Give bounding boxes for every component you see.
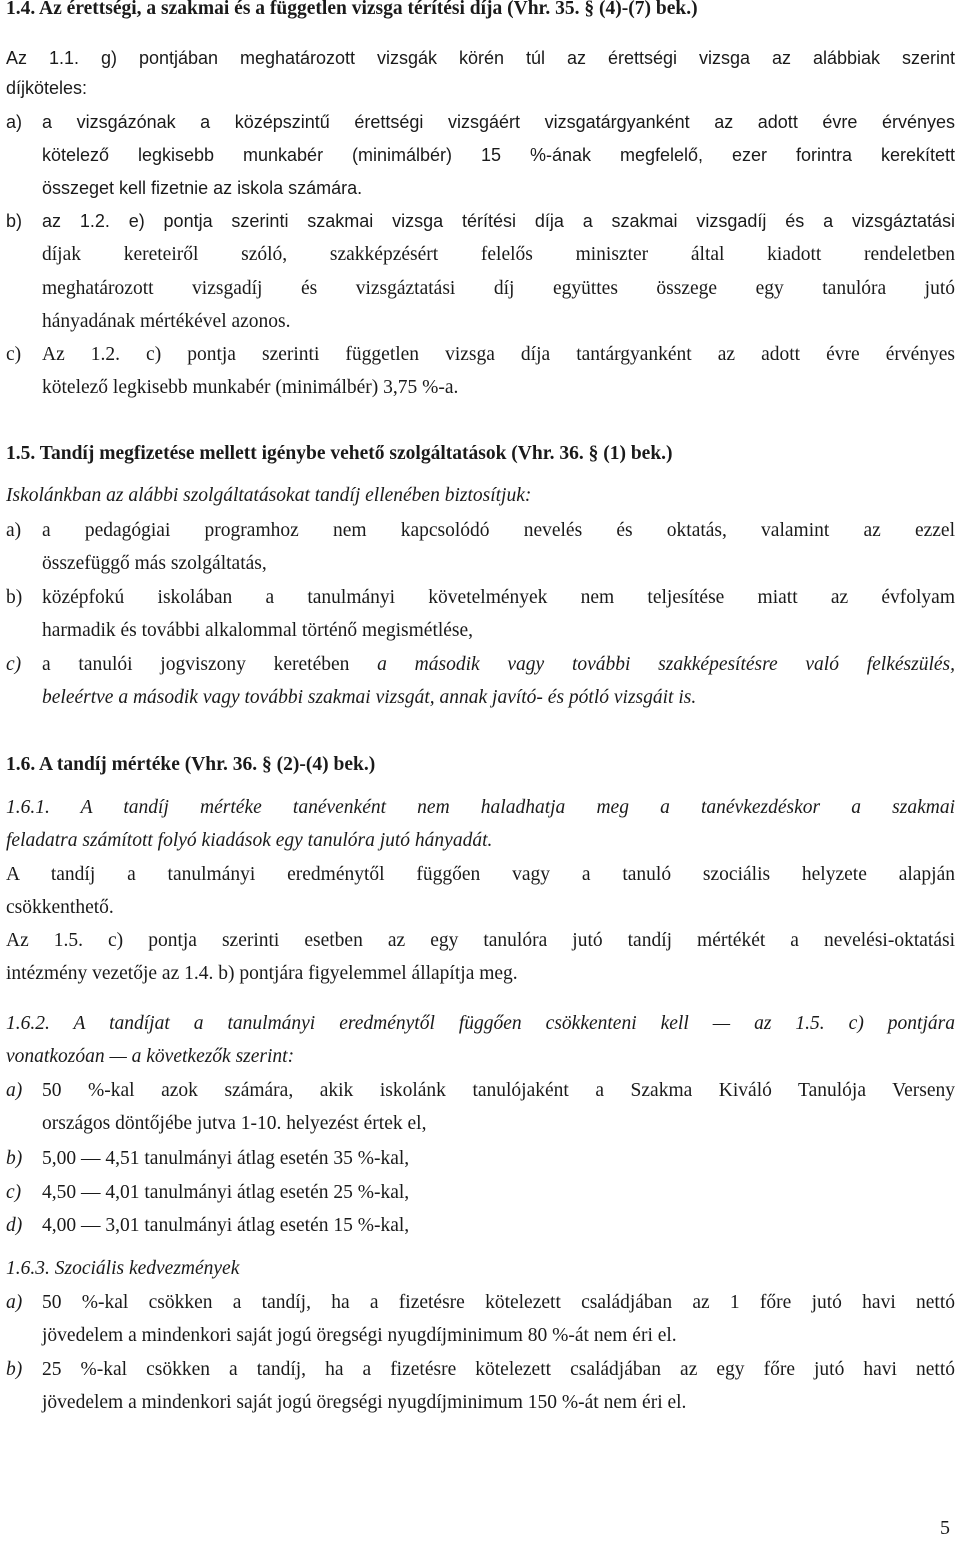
list-label: b) [6,1148,23,1169]
paragraph-line: feladatra számított folyó kiadások egy tanulóra jutó hányadát. [6,830,493,851]
list-label: a) [6,1292,23,1313]
list-item-text: 5,00 — 4,51 tanulmányi átlag esetén 35 %-kal, [42,1148,410,1169]
list-label: b) [6,587,23,608]
list-item-text: az 1.2. e) pontja szerinti szakmai vizsga térítési díja a szakmai vizsgadíj és a vizsgáztatási [42,211,955,231]
list-label: c) [6,344,22,365]
list-label: a) [6,520,22,541]
list-label: b) [6,1359,23,1380]
paragraph-line: 1.6.1. A tandíj mértéke tanévenként nem haladhatja meg a tanévkezdéskor a szakmai [6,797,955,818]
list-item-text: 50 %-kal azok számára, akik iskolánk tanulójaként a Szakma Kiváló Tanulója Verseny [42,1080,955,1101]
section-1-6-heading: 1.6. A tandíj mértéke (Vhr. 36. § (2)-(4) bek.) [6,754,376,775]
list-item-text: a pedagógiai programhoz nem kapcsolódó nevelés és oktatás, valamint az ezzel [42,520,955,541]
list-item-text: meghatározott vizsgadíj és vizsgáztatási díj együttes összege egy tanulóra jutó [42,278,955,299]
list-label: b) [6,211,23,231]
list-item-text: harmadik és további alkalommal történő megismétlése, [42,620,474,641]
paragraph-line: Az 1.5. c) pontja szerinti esetben az egy tanulóra jutó tandíj mértékét a nevelési-oktatási [6,930,955,951]
paragraph-line: 1.6.2. A tandíjat a tanulmányi eredménytől függően csökkenteni kell — az 1.5. c) pontjára [6,1013,955,1034]
list-item-text: jövedelem a mindenkori saját jogú öregségi nyugdíjminimum 150 %-át nem éri el. [42,1392,687,1413]
section-1-5-heading: 1.5. Tandíj megfizetése mellett igénybe vehető szolgáltatások (Vhr. 36. § (1) bek.) [6,443,673,464]
list-item-text: kötelező legkisebb munkabér (minimálbér) 15 %-ának megfelelő, ezer forintra kerekített [42,145,955,165]
paragraph-line: intézmény vezetője az 1.4. b) pontjára figyelemmel állapítja meg. [6,963,518,984]
list-label: d) [6,1215,23,1236]
list-label: a) [6,112,23,132]
list-item-text: beleértve a második vagy további szakmai vizsgát, annak javító- és pótló vizsgáit is. [42,687,697,708]
paragraph-line: csökkenthető. [6,897,114,918]
page-number: 5 [940,1517,950,1539]
list-item-text: hányadának mértékével azonos. [42,311,291,332]
list-item-text: összefüggő más szolgáltatás, [42,553,267,574]
list-item-text: a vizsgázónak a középszintű érettségi vizsgáért vizsgatárgyanként az adott évre érvényes [42,112,955,132]
list-item-text: 4,50 — 4,01 tanulmányi átlag esetén 25 %-kal, [42,1182,410,1203]
list-label: c) [6,654,22,675]
list-item-text [42,652,955,678]
list-item-text-part: a második vagy további szakképesítésre való felkészülés, [377,654,955,675]
section-1-5-intro: Iskolánkban az alábbi szolgáltatásokat tandíj ellenében biztosítjuk: [6,485,532,506]
paragraph-line: vonatkozóan — a következők szerint: [6,1046,295,1067]
section-1-4-intro-line: Az 1.1. g) pontjában meghatározott vizsgák körén túl az érettségi vizsga az alábbiak szerint [6,48,955,68]
list-item-text: 4,00 — 3,01 tanulmányi átlag esetén 15 %-kal, [42,1215,410,1236]
subsection-title: 1.6.3. Szociális kedvezmények [6,1258,240,1279]
list-item-text: kötelező legkisebb munkabér (minimálbér) 3,75 %-a. [42,377,459,398]
list-item-text: díjak kereteiről szóló, szakképzésért felelős miniszter által kiadott rendeletben [42,244,955,265]
paragraph-line: A tandíj a tanulmányi eredménytől függően vagy a tanuló szociális helyzete alapján [6,864,955,885]
list-label: a) [6,1080,23,1101]
list-item-text: összeget kell fizetnie az iskola számára. [42,178,363,198]
section-1-4-heading: 1.4. Az érettségi, a szakmai és a független vizsga térítési díja (Vhr. 35. § (4)-(7) bek.) [6,0,698,19]
list-item-text: jövedelem a mindenkori saját jogú öregségi nyugdíjminimum 80 %-át nem éri el. [42,1325,677,1346]
section-1-4-intro-line: díjköteles: [6,78,88,98]
list-item-text-part: a tanulói jogviszony keretében [42,654,378,675]
list-item-text: Az 1.2. c) pontja szerinti független vizsga díja tantárgyanként az adott évre érvényes [42,344,955,365]
list-item-text: országos döntőjébe jutva 1-10. helyezést értek el, [42,1113,427,1134]
list-item-text: 25 %-kal csökken a tandíj, ha a fizetésre kötelezett családjában az egy főre jutó havi nettó [42,1359,955,1380]
list-item-text: középfokú iskolában a tanulmányi követelmények nem teljesítése miatt az évfolyam [42,587,955,608]
list-item-text: 50 %-kal csökken a tandíj, ha a fizetésre kötelezett családjában az 1 főre jutó havi nettó [42,1292,955,1313]
list-label: c) [6,1182,22,1203]
